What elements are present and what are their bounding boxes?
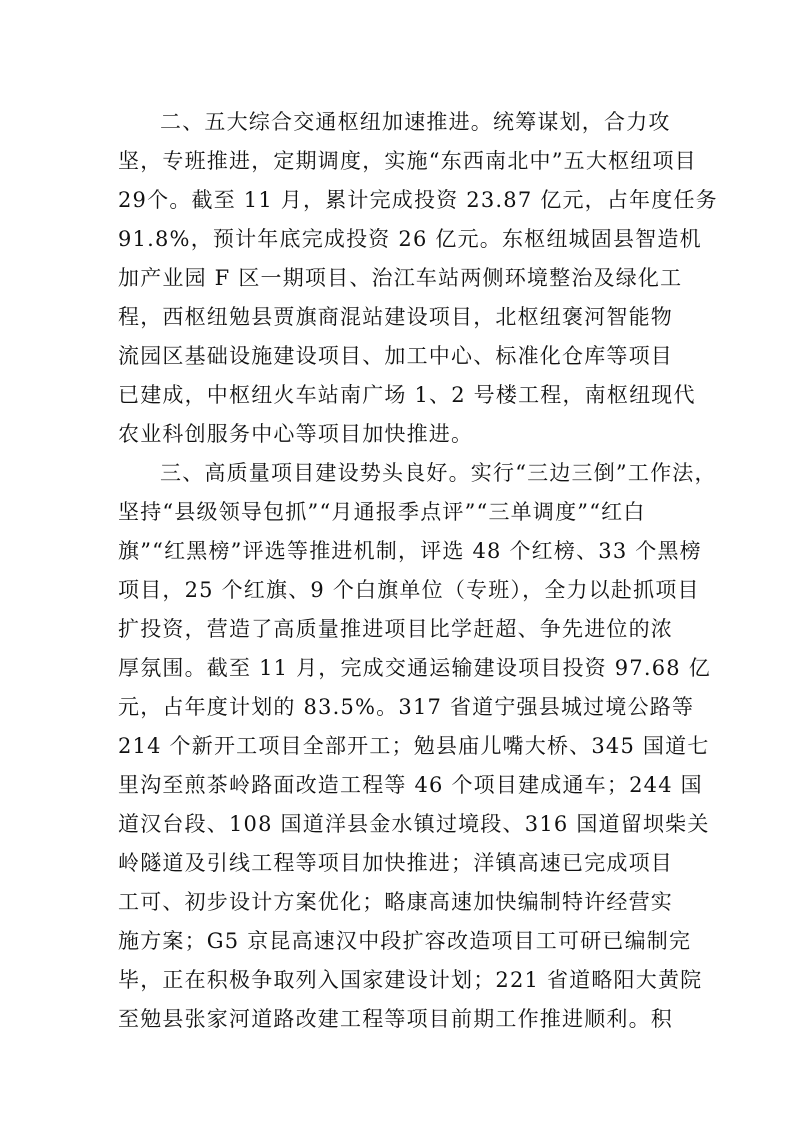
text-line: 214 个新开工项目全部开工；勉县庙儿嘴大桥、345 国道七 (118, 734, 710, 758)
text-line: 农业科创服务中心等项目加快推进。 (118, 422, 474, 446)
text-line: 岭隧道及引线工程等项目加快推进；洋镇高速已完成项目 (118, 851, 673, 875)
text-line: 流园区基础设施建设项目、加工中心、标准化仓库等项目 (118, 344, 673, 368)
text-line: 二、五大综合交通枢纽加速推进。统筹谋划，合力攻 (160, 110, 671, 134)
text-line: 程，西枢纽勉县贾旗商混站建设项目，北枢纽褒河智能物 (118, 305, 673, 329)
text-line: 加产业园 F 区一期项目、治江车站两侧环境整治及绿化工 (118, 266, 683, 290)
text-line: 至勉县张家河道路改建工程等项目前期工作推进顺利。积 (118, 1007, 673, 1031)
text-line: 旗”“红黑榜”评选等推进机制，评选 48 个红榜、33 个黑榜 (118, 539, 702, 563)
text-line: 扩投资，营造了高质量推进项目比学赶超、争先进位的浓 (118, 617, 673, 641)
text-line: 29个。截至 11 月，累计完成投资 23.87 亿元，占年度任务 (118, 188, 718, 212)
text-line: 已建成，中枢纽火车站南广场 1、2 号楼工程，南枢纽现代 (118, 383, 696, 407)
text-line: 三、高质量项目建设势头良好。实行“三边三倒”工作法， (160, 461, 717, 485)
text-line: 元，占年度计划的 83.5%。317 省道宁强县城过境公路等 (118, 695, 695, 719)
text-line: 道汉台段、108 国道洋县金水镇过境段、316 国道留坝柴关 (118, 812, 710, 836)
text-line: 毕，正在积极争取列入国家建设计划；221 省道略阳大黄院 (118, 968, 703, 992)
text-line: 坚持“县级领导包抓”“月通报季点评”“三单调度”“红白 (118, 500, 646, 524)
text-line: 91.8%，预计年底完成投资 26 亿元。东枢纽城固县智造机 (118, 227, 702, 251)
text-line: 项目，25 个红旗、9 个白旗单位（专班），全力以赴抓项目 (118, 578, 700, 602)
text-line: 坚，专班推进，定期调度，实施“东西南北中”五大枢纽项目 (118, 149, 697, 173)
text-line: 施方案；G5 京昆高速汉中段扩容改造项目工可研已编制完 (118, 929, 692, 953)
text-line: 工可、初步设计方案优化；略康高速加快编制特许经营实 (118, 890, 673, 914)
text-line: 里沟至煎茶岭路面改造工程等 46 个项目建成通车；244 国 (118, 773, 703, 797)
text-line: 厚氛围。截至 11 月，完成交通运输建设项目投资 97.68 亿 (118, 656, 711, 680)
